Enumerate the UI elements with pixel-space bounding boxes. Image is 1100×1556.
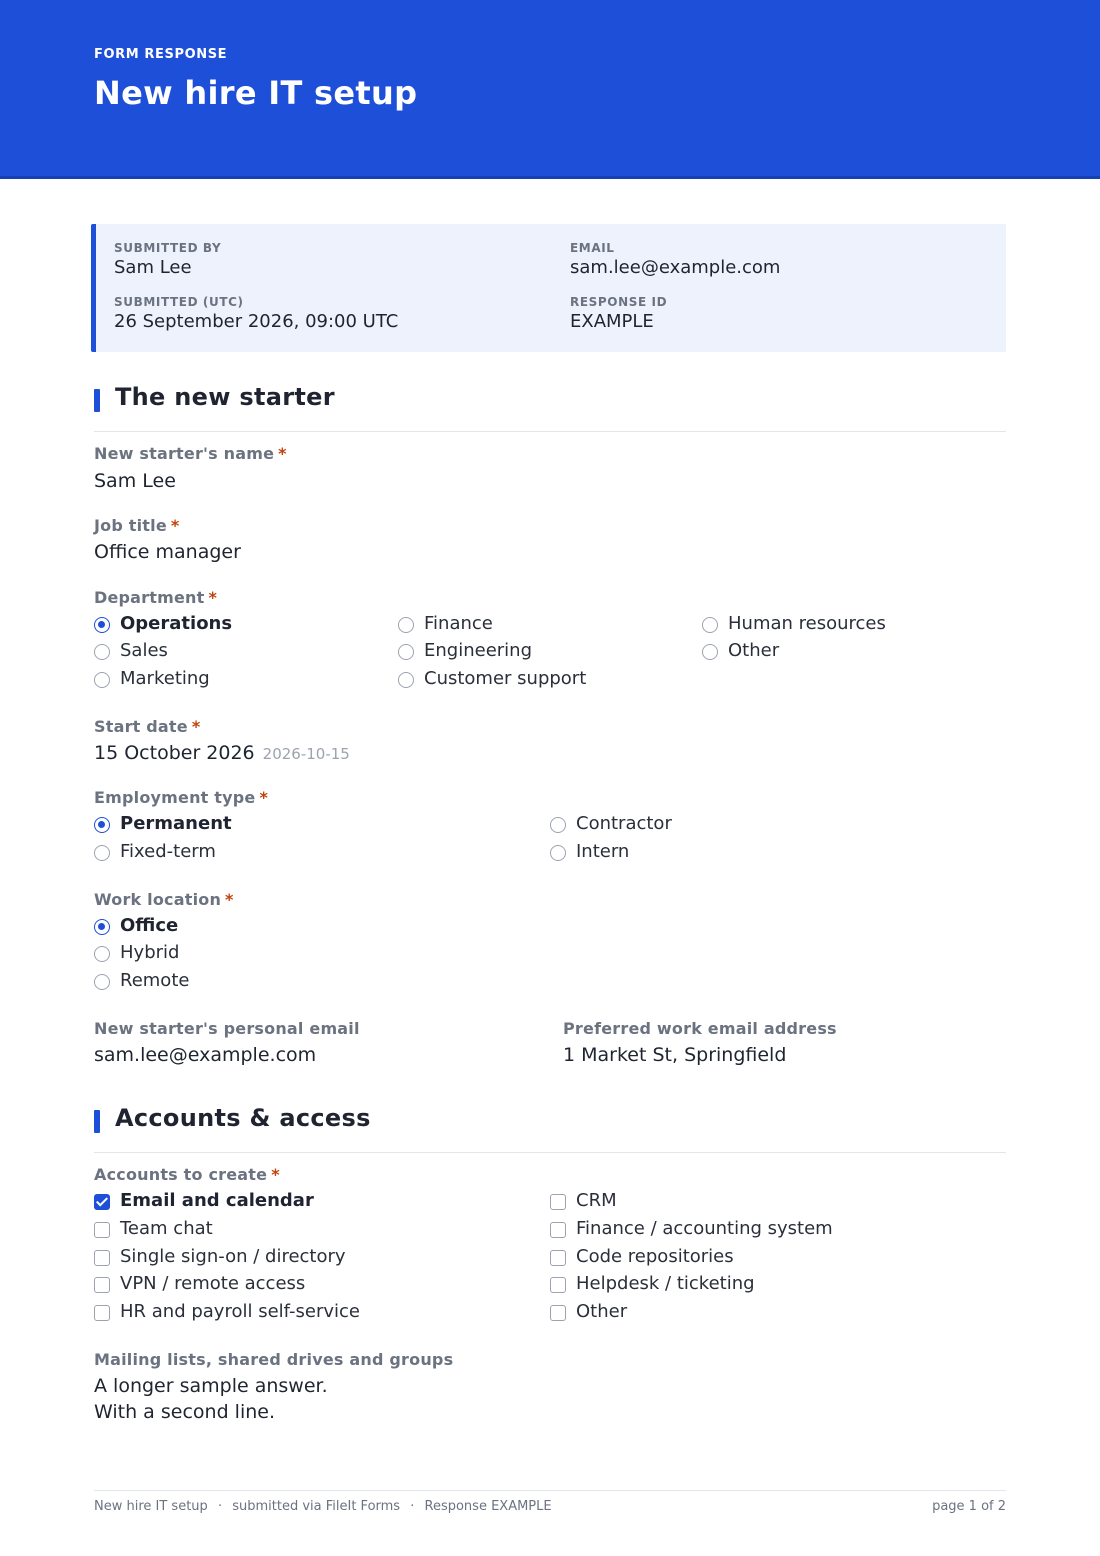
question-label: Work location [94,890,222,909]
checkbox-checked-icon [94,1194,110,1210]
question-personal-email [94,1019,360,1038]
option-label: Sales [120,640,168,661]
option-label: Hybrid [120,942,180,963]
question-label: Accounts to create [94,1165,268,1184]
question-mailing-lists [94,1350,453,1369]
section-title: Accounts & access [115,1104,371,1132]
question-department [94,588,217,607]
meta-email-value: sam.lee@example.com [570,257,781,278]
meta-response-id-label: RESPONSE ID [570,295,668,309]
radio-icon [550,817,566,833]
option-label: Marketing [120,668,210,689]
option-label: Intern [576,841,630,862]
answer-mailing-lists-line-2: With a second line. [94,1401,275,1423]
answer-name: Sam Lee [94,470,176,492]
required-marker: * [225,890,234,909]
required-marker: * [191,717,201,736]
question-work-location [94,890,234,909]
footer-separator: · [217,1499,223,1514]
answer-personal-email: sam.lee@example.com [94,1044,317,1066]
section-heading-new-starter [94,383,1006,432]
radio-icon [94,845,110,861]
option-label: Permanent [120,813,232,834]
required-marker: * [271,1165,280,1184]
checkbox-icon [550,1277,566,1293]
question-label: Preferred work email address [563,1019,837,1038]
option-label: Code repositories [576,1246,734,1267]
footer-via: submitted via FileIt Forms [232,1499,401,1514]
option-label: Finance / accounting system [576,1218,833,1239]
meta-response-id-value: EXAMPLE [570,311,654,332]
required-marker: * [259,788,269,807]
page-footer [94,1490,1006,1514]
section-heading-accounts-access [94,1104,1006,1153]
option-label: CRM [576,1190,617,1211]
required-marker: * [208,588,218,607]
option-label: Remote [120,970,190,991]
answer-mailing-lists-line-1: A longer sample answer. [94,1375,328,1397]
radio-icon [702,617,718,633]
option-label: Single sign-on / directory [120,1246,346,1267]
question-work-email [563,1019,837,1038]
submission-meta [91,224,1006,352]
option-label: Customer support [424,668,587,689]
section-accent-bar [94,389,100,412]
radio-selected-icon [94,617,110,633]
question-label: New starter's personal email [94,1019,360,1038]
question-label: Mailing lists, shared drives and groups [94,1350,454,1369]
answer-work-email: 1 Market St, Springfield [563,1044,787,1066]
question-job-title [94,516,179,535]
radio-icon [94,672,110,688]
question-label: Job title [94,516,167,535]
meta-submitted-utc-label: SUBMITTED (UTC) [114,295,244,309]
required-marker: * [278,444,287,463]
required-marker: * [170,516,180,535]
radio-icon [94,974,110,990]
radio-selected-icon [94,919,110,935]
option-label: Operations [120,613,233,634]
option-label: Other [728,640,780,661]
radio-icon [398,617,414,633]
checkbox-icon [94,1277,110,1293]
radio-icon [94,946,110,962]
radio-icon [94,644,110,660]
checkbox-icon [94,1250,110,1266]
form-title: New hire IT setup [94,74,418,112]
option-label: HR and payroll self-service [120,1301,360,1322]
section-title: The new starter [115,383,335,411]
checkbox-icon [94,1305,110,1321]
meta-email-label: EMAIL [570,241,615,255]
checkbox-icon [550,1305,566,1321]
footer-response: Response EXAMPLE [424,1499,552,1514]
footer-form-name: New hire IT setup [94,1499,208,1514]
option-label: Engineering [424,640,532,661]
option-label: Office [120,915,179,936]
question-label: Start date [94,717,188,736]
question-label: Employment type [94,788,256,807]
question-name [94,444,287,463]
meta-submitted-by-label: SUBMITTED BY [114,241,222,255]
answer-job-title: Office manager [94,541,241,563]
checkbox-icon [94,1222,110,1238]
option-label: Finance [424,613,493,634]
meta-submitted-by [114,241,221,278]
start-date-value: 15 October 2026 [94,742,255,764]
option-label: Contractor [576,813,672,834]
option-label: VPN / remote access [120,1273,306,1294]
footer-page-number: page 1 of 2 [932,1499,1006,1514]
option-label: Other [576,1301,628,1322]
question-label: New starter's name [94,444,275,463]
option-label: Helpdesk / ticketing [576,1273,755,1294]
header-banner [0,0,1100,179]
meta-submitted-utc [114,295,398,332]
radio-selected-icon [94,817,110,833]
start-date-iso: 2026-10-15 [262,745,350,763]
radio-icon [398,644,414,660]
meta-submitted-by-value: Sam Lee [114,257,192,278]
checkbox-icon [550,1222,566,1238]
question-start-date [94,717,200,736]
option-label: Fixed-term [120,841,216,862]
question-label: Department [94,588,205,607]
radio-icon [550,845,566,861]
checkbox-icon [550,1250,566,1266]
answer-start-date [94,742,350,764]
option-label: Email and calendar [120,1190,314,1211]
radio-icon [398,672,414,688]
meta-email [570,241,780,278]
question-employment-type [94,788,268,807]
radio-icon [702,644,718,660]
meta-response-id [570,295,667,332]
option-label: Human resources [728,613,886,634]
option-label: Team chat [120,1218,213,1239]
footer-separator: · [410,1499,415,1514]
question-accounts [94,1165,280,1184]
form-kicker: FORM RESPONSE [94,47,228,62]
meta-submitted-utc-value: 26 September 2026, 09:00 UTC [114,311,399,332]
section-accent-bar [94,1110,100,1133]
checkbox-icon [550,1194,566,1210]
